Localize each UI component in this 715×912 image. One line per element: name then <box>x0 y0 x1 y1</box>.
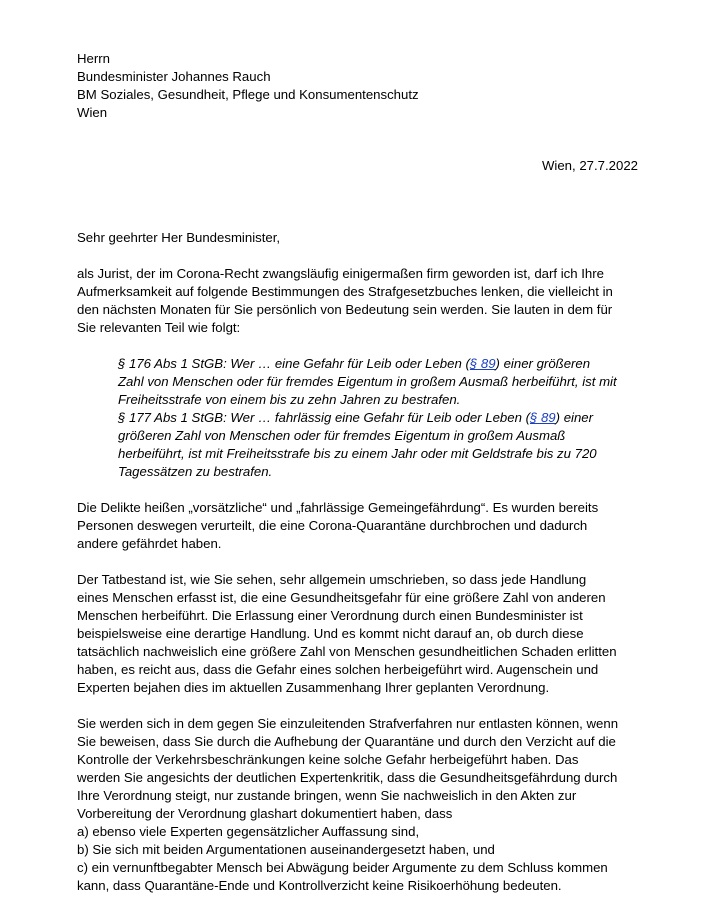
paragraph-line: tatsächlich nachweislich eine größere Zahl von Menschen gesundheitlichen Schaden erlitten <box>77 644 617 659</box>
paragraph-line: Ihre Verordnung steigt, nur zustande bringen, wenn Sie nachweislich in den Akten zur <box>77 788 577 803</box>
paragraph-line: Der Tatbestand ist, wie Sie sehen, sehr allgemein umschrieben, so dass jede Handlung <box>77 572 587 587</box>
paragraph-line: Menschen herbeiführt. Die Erlassung einer Verordnung durch einen Bundesminister ist <box>77 608 583 623</box>
paragraph-line: haben, es reicht aus, dass die Gefahr eines solchen herbeigeführt wird. Augenschein und <box>77 662 599 677</box>
letter-date: Wien, 27.7.2022 <box>541 158 638 173</box>
address-line: BM Soziales, Gesundheit, Pflege und Konsumentenschutz <box>77 87 419 102</box>
paragraph-line: eines Menschen erfasst ist, die eine Gesundheitsgefahr für eine größere Zahl von anderen <box>77 590 606 605</box>
quote-text: ) einer <box>555 410 594 425</box>
quote-line: Freiheitsstrafe von einem bis zu zehn Jahren zu bestrafen. <box>118 392 461 407</box>
paragraph-line: als Jurist, der im Corona-Recht zwangsläufig einigermaßen firm geworden ist, darf ich Ihre <box>77 266 604 281</box>
paragraph-line: Aufmerksamkeit auf folgende Bestimmungen des Strafgesetzbuches lenken, die vielleicht in <box>77 284 613 299</box>
quote-line <box>118 409 593 427</box>
quote-text: ) einer größeren <box>495 356 591 371</box>
quote-text: § 177 Abs 1 StGB: Wer … fahrlässig eine Gefahr für Leib oder Leben ( <box>118 410 530 425</box>
quote-line: Zahl von Menschen oder für fremdes Eigentum in großem Ausmaß herbeiführt, ist mit <box>118 374 617 389</box>
section-89-link[interactable]: § 89 <box>529 410 556 425</box>
paragraph-line: Sie werden sich in dem gegen Sie einzuleitenden Strafverfahren nur entlasten können, wenn <box>77 716 619 731</box>
paragraph-line: werden Sie angesichts der deutlichen Expertenkritik, dass die Gesundheitsgefährdung durch <box>77 770 618 785</box>
list-item: b) Sie sich mit beiden Argumentationen auseinandergesetzt haben, und <box>77 842 495 857</box>
paragraph-line: kann, dass Quarantäne-Ende und Kontrollverzicht keine Risikoerhöhung bedeuten. <box>77 878 562 893</box>
quote-line: Tagessätzen zu bestrafen. <box>118 464 273 479</box>
paragraph-line: Vorbereitung der Verordnung glashart dokumentiert haben, dass <box>77 806 453 821</box>
address-line: Wien <box>77 105 108 120</box>
paragraph-line: Sie relevanten Teil wie folgt: <box>77 320 241 335</box>
paragraph-line: andere gefährdet haben. <box>77 536 222 551</box>
paragraph-line: beispielsweise eine derartige Handlung. Und es kommt nicht darauf an, ob durch diese <box>77 626 584 641</box>
quote-line: größeren Zahl von Menschen oder für fremdes Eigentum in großem Ausmaß <box>118 428 566 443</box>
paragraph-line: Experten bejahen dies im aktuellen Zusammenhang Ihrer geplanten Verordnung. <box>77 680 550 695</box>
paragraph-line: Kontrolle der Verkehrsbeschränkungen keine solche Gefahr herbeigeführt haben. Das <box>77 752 579 767</box>
list-item: c) ein vernunftbegabter Mensch bei Abwägung beider Argumente zu dem Schluss kommen <box>77 860 608 875</box>
salutation: Sehr geehrter Her Bundesminister, <box>77 230 281 245</box>
address-line: Herrn <box>77 51 110 66</box>
quote-line <box>118 355 590 373</box>
paragraph-line: Personen deswegen verurteilt, die eine Corona-Quarantäne durchbrochen und dadurch <box>77 518 588 533</box>
quote-text: § 176 Abs 1 StGB: Wer … eine Gefahr für Leib oder Leben ( <box>118 356 470 371</box>
paragraph-line: Die Delikte heißen „vorsätzliche“ und „fahrlässige Gemeingefährdung“. Es wurden bereits <box>77 500 599 515</box>
quote-line: herbeiführt, ist mit Freiheitsstrafe bis zu einem Jahr oder mit Geldstrafe bis zu 720 <box>118 446 597 461</box>
paragraph-line: den nächsten Monaten für Sie persönlich von Bedeutung sein werden. Sie lauten in dem für <box>77 302 613 317</box>
section-89-link[interactable]: § 89 <box>469 356 496 371</box>
list-item: a) ebenso viele Experten gegensätzlicher Auffassung sind, <box>77 824 420 839</box>
paragraph-line: Sie beweisen, dass Sie durch die Aufhebung der Quarantäne und durch den Verzicht auf die <box>77 734 616 749</box>
address-line: Bundesminister Johannes Rauch <box>77 69 271 84</box>
